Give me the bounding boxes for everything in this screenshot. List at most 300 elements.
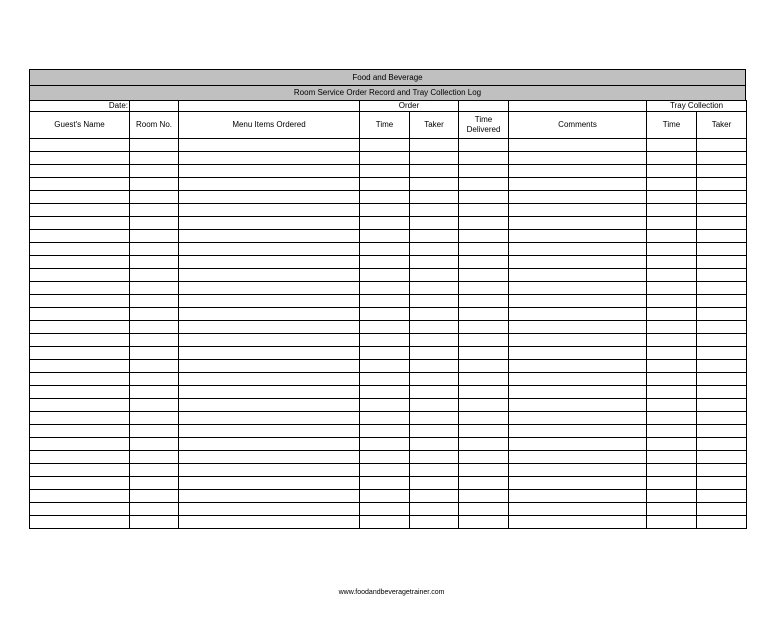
- order-taker-cell[interactable]: [410, 165, 459, 178]
- order-time-cell[interactable]: [360, 217, 410, 230]
- spacer-cell: [509, 101, 647, 112]
- order-time-cell[interactable]: [360, 178, 410, 191]
- order-time-cell[interactable]: [360, 191, 410, 204]
- time-delivered-cell[interactable]: [459, 412, 509, 425]
- tray-time-cell[interactable]: [647, 347, 697, 360]
- log-table: [29, 100, 747, 529]
- room-no-cell[interactable]: [130, 386, 179, 399]
- order-time-cell[interactable]: [360, 399, 410, 412]
- order-time-cell[interactable]: [360, 308, 410, 321]
- tray-time-cell[interactable]: [647, 282, 697, 295]
- menu-items-cell[interactable]: [179, 295, 360, 308]
- tray-taker-cell[interactable]: [697, 217, 747, 230]
- comments-cell[interactable]: [509, 386, 647, 399]
- menu-items-cell[interactable]: [179, 178, 360, 191]
- date-field[interactable]: [130, 101, 179, 112]
- tray-time-cell[interactable]: [647, 269, 697, 282]
- order-time-cell[interactable]: [360, 503, 410, 516]
- guest-name-cell[interactable]: [30, 464, 130, 477]
- room-no-cell[interactable]: [130, 282, 179, 295]
- order-taker-cell[interactable]: [410, 399, 459, 412]
- order-time-cell[interactable]: [360, 282, 410, 295]
- time-delivered-cell[interactable]: [459, 308, 509, 321]
- table-row: [30, 360, 747, 373]
- menu-items-cell[interactable]: [179, 425, 360, 438]
- tray-taker-cell[interactable]: [697, 178, 747, 191]
- time-delivered-cell[interactable]: [459, 464, 509, 477]
- order-taker-cell[interactable]: [410, 503, 459, 516]
- room-no-cell[interactable]: [130, 321, 179, 334]
- guest-name-cell[interactable]: [30, 334, 130, 347]
- order-taker-cell[interactable]: [410, 477, 459, 490]
- menu-items-cell[interactable]: [179, 139, 360, 152]
- comments-cell[interactable]: [509, 243, 647, 256]
- comments-cell[interactable]: [509, 282, 647, 295]
- guest-name-cell[interactable]: [30, 178, 130, 191]
- order-taker-cell[interactable]: [410, 334, 459, 347]
- guest-name-cell[interactable]: [30, 412, 130, 425]
- guest-name-cell[interactable]: [30, 321, 130, 334]
- comments-cell[interactable]: [509, 139, 647, 152]
- guest-name-cell[interactable]: [30, 360, 130, 373]
- room-no-cell[interactable]: [130, 451, 179, 464]
- menu-items-cell[interactable]: [179, 152, 360, 165]
- order-taker-cell[interactable]: [410, 360, 459, 373]
- menu-items-cell[interactable]: [179, 490, 360, 503]
- room-no-cell[interactable]: [130, 425, 179, 438]
- table-row: [30, 178, 747, 191]
- order-taker-cell[interactable]: [410, 438, 459, 451]
- tray-taker-cell[interactable]: [697, 373, 747, 386]
- menu-items-cell[interactable]: [179, 256, 360, 269]
- tray-time-cell[interactable]: [647, 204, 697, 217]
- comments-cell[interactable]: [509, 178, 647, 191]
- comments-cell[interactable]: [509, 516, 647, 529]
- time-delivered-cell[interactable]: [459, 503, 509, 516]
- room-no-cell[interactable]: [130, 503, 179, 516]
- tray-taker-cell[interactable]: [697, 282, 747, 295]
- guest-name-cell[interactable]: [30, 191, 130, 204]
- order-time-cell[interactable]: [360, 230, 410, 243]
- menu-items-cell[interactable]: [179, 516, 360, 529]
- room-no-cell[interactable]: [130, 256, 179, 269]
- comments-cell[interactable]: [509, 503, 647, 516]
- room-no-cell[interactable]: [130, 490, 179, 503]
- col-header-order-taker: Taker: [410, 112, 459, 139]
- tray-taker-cell[interactable]: [697, 256, 747, 269]
- tray-taker-cell[interactable]: [697, 321, 747, 334]
- menu-items-cell[interactable]: [179, 373, 360, 386]
- tray-time-cell[interactable]: [647, 334, 697, 347]
- order-time-cell[interactable]: [360, 373, 410, 386]
- order-group-label: Order: [360, 101, 459, 112]
- room-no-cell[interactable]: [130, 295, 179, 308]
- tray-taker-cell[interactable]: [697, 295, 747, 308]
- tray-time-cell[interactable]: [647, 152, 697, 165]
- spacer-cell: [459, 101, 509, 112]
- tray-taker-cell[interactable]: [697, 425, 747, 438]
- order-taker-cell[interactable]: [410, 152, 459, 165]
- order-taker-cell[interactable]: [410, 256, 459, 269]
- order-taker-cell[interactable]: [410, 230, 459, 243]
- comments-cell[interactable]: [509, 269, 647, 282]
- order-taker-cell[interactable]: [410, 243, 459, 256]
- table-row: [30, 256, 747, 269]
- order-time-cell[interactable]: [360, 139, 410, 152]
- table-row: [30, 412, 747, 425]
- guest-name-cell[interactable]: [30, 347, 130, 360]
- time-delivered-cell[interactable]: [459, 425, 509, 438]
- tray-time-cell[interactable]: [647, 490, 697, 503]
- order-time-cell[interactable]: [360, 360, 410, 373]
- tray-time-cell[interactable]: [647, 386, 697, 399]
- time-delivered-cell[interactable]: [459, 152, 509, 165]
- time-delivered-cell[interactable]: [459, 347, 509, 360]
- comments-cell[interactable]: [509, 152, 647, 165]
- menu-items-cell[interactable]: [179, 360, 360, 373]
- time-delivered-cell[interactable]: [459, 360, 509, 373]
- col-header-tray-taker: Taker: [697, 112, 747, 139]
- room-no-cell[interactable]: [130, 373, 179, 386]
- order-taker-cell[interactable]: [410, 451, 459, 464]
- tray-taker-cell[interactable]: [697, 308, 747, 321]
- room-no-cell[interactable]: [130, 139, 179, 152]
- time-delivered-cell[interactable]: [459, 269, 509, 282]
- order-taker-cell[interactable]: [410, 321, 459, 334]
- order-taker-cell[interactable]: [410, 139, 459, 152]
- room-no-cell[interactable]: [130, 204, 179, 217]
- room-no-cell[interactable]: [130, 269, 179, 282]
- guest-name-cell[interactable]: [30, 152, 130, 165]
- order-time-cell[interactable]: [360, 516, 410, 529]
- tray-taker-cell[interactable]: [697, 399, 747, 412]
- guest-name-cell[interactable]: [30, 503, 130, 516]
- comments-cell[interactable]: [509, 360, 647, 373]
- footer-url: www.foodandbeveragetrainer.com: [338, 589, 445, 596]
- order-time-cell[interactable]: [360, 464, 410, 477]
- guest-name-cell[interactable]: [30, 399, 130, 412]
- time-delivered-cell[interactable]: [459, 256, 509, 269]
- room-no-cell[interactable]: [130, 165, 179, 178]
- order-time-cell[interactable]: [360, 477, 410, 490]
- order-time-cell[interactable]: [360, 321, 410, 334]
- table-row: [30, 321, 747, 334]
- time-delivered-cell[interactable]: [459, 386, 509, 399]
- table-row: [30, 490, 747, 503]
- tray-time-cell[interactable]: [647, 360, 697, 373]
- room-no-cell[interactable]: [130, 152, 179, 165]
- guest-name-cell[interactable]: [30, 438, 130, 451]
- table-row: [30, 399, 747, 412]
- room-no-cell[interactable]: [130, 243, 179, 256]
- tray-time-cell[interactable]: [647, 464, 697, 477]
- guest-name-cell[interactable]: [30, 139, 130, 152]
- tray-time-cell[interactable]: [647, 191, 697, 204]
- room-no-cell[interactable]: [130, 399, 179, 412]
- tray-time-cell[interactable]: [647, 217, 697, 230]
- guest-name-cell[interactable]: [30, 386, 130, 399]
- time-delivered-cell[interactable]: [459, 230, 509, 243]
- room-no-cell[interactable]: [130, 516, 179, 529]
- order-time-cell[interactable]: [360, 256, 410, 269]
- comments-cell[interactable]: [509, 256, 647, 269]
- table-row: [30, 230, 747, 243]
- order-taker-cell[interactable]: [410, 347, 459, 360]
- tray-time-cell[interactable]: [647, 178, 697, 191]
- date-label: Date:: [30, 101, 130, 112]
- table-row: [30, 477, 747, 490]
- room-no-cell[interactable]: [130, 178, 179, 191]
- time-delivered-cell[interactable]: [459, 191, 509, 204]
- table-row: [30, 464, 747, 477]
- time-delivered-cell[interactable]: [459, 438, 509, 451]
- tray-time-cell[interactable]: [647, 321, 697, 334]
- comments-cell[interactable]: [509, 204, 647, 217]
- order-time-cell[interactable]: [360, 165, 410, 178]
- guest-name-cell[interactable]: [30, 373, 130, 386]
- order-taker-cell[interactable]: [410, 516, 459, 529]
- tray-time-cell[interactable]: [647, 399, 697, 412]
- guest-name-cell[interactable]: [30, 217, 130, 230]
- tray-time-cell[interactable]: [647, 165, 697, 178]
- comments-cell[interactable]: [509, 425, 647, 438]
- order-time-cell[interactable]: [360, 204, 410, 217]
- tray-time-cell[interactable]: [647, 516, 697, 529]
- menu-items-cell[interactable]: [179, 165, 360, 178]
- order-taker-cell[interactable]: [410, 269, 459, 282]
- order-taker-cell[interactable]: [410, 282, 459, 295]
- guest-name-cell[interactable]: [30, 451, 130, 464]
- order-time-cell[interactable]: [360, 438, 410, 451]
- tray-time-cell[interactable]: [647, 412, 697, 425]
- col-header-guest-name: Guest's Name: [30, 112, 130, 139]
- guest-name-cell[interactable]: [30, 269, 130, 282]
- order-taker-cell[interactable]: [410, 295, 459, 308]
- time-delivered-cell[interactable]: [459, 178, 509, 191]
- tray-time-cell[interactable]: [647, 308, 697, 321]
- tray-time-cell[interactable]: [647, 295, 697, 308]
- comments-cell[interactable]: [509, 217, 647, 230]
- table-row: [30, 451, 747, 464]
- tray-time-cell[interactable]: [647, 477, 697, 490]
- tray-time-cell[interactable]: [647, 425, 697, 438]
- room-no-cell[interactable]: [130, 334, 179, 347]
- room-no-cell[interactable]: [130, 360, 179, 373]
- room-no-cell[interactable]: [130, 347, 179, 360]
- time-delivered-cell[interactable]: [459, 139, 509, 152]
- menu-items-cell[interactable]: [179, 282, 360, 295]
- time-delivered-cell[interactable]: [459, 399, 509, 412]
- tray-taker-cell[interactable]: [697, 386, 747, 399]
- comments-cell[interactable]: [509, 191, 647, 204]
- tray-taker-cell[interactable]: [697, 243, 747, 256]
- menu-items-cell[interactable]: [179, 438, 360, 451]
- time-delivered-cell[interactable]: [459, 477, 509, 490]
- room-no-cell[interactable]: [130, 230, 179, 243]
- order-taker-cell[interactable]: [410, 412, 459, 425]
- tray-taker-cell[interactable]: [697, 347, 747, 360]
- tray-taker-cell[interactable]: [697, 412, 747, 425]
- comments-cell[interactable]: [509, 165, 647, 178]
- time-delivered-cell[interactable]: [459, 165, 509, 178]
- menu-items-cell[interactable]: [179, 399, 360, 412]
- table-row: [30, 347, 747, 360]
- tray-time-cell[interactable]: [647, 139, 697, 152]
- tray-taker-cell[interactable]: [697, 165, 747, 178]
- menu-items-cell[interactable]: [179, 321, 360, 334]
- tray-taker-cell[interactable]: [697, 360, 747, 373]
- col-header-time-delivered: Time Delivered: [459, 112, 509, 139]
- menu-items-cell[interactable]: [179, 386, 360, 399]
- tray-time-cell[interactable]: [647, 256, 697, 269]
- order-taker-cell[interactable]: [410, 425, 459, 438]
- tray-time-cell[interactable]: [647, 243, 697, 256]
- time-delivered-cell[interactable]: [459, 295, 509, 308]
- tray-time-cell[interactable]: [647, 438, 697, 451]
- comments-cell[interactable]: [509, 464, 647, 477]
- guest-name-cell[interactable]: [30, 490, 130, 503]
- room-no-cell[interactable]: [130, 477, 179, 490]
- table-row: [30, 295, 747, 308]
- order-taker-cell[interactable]: [410, 191, 459, 204]
- time-delivered-cell[interactable]: [459, 451, 509, 464]
- guest-name-cell[interactable]: [30, 477, 130, 490]
- guest-name-cell[interactable]: [30, 165, 130, 178]
- tray-taker-cell[interactable]: [697, 477, 747, 490]
- table-row: [30, 386, 747, 399]
- menu-items-cell[interactable]: [179, 347, 360, 360]
- guest-name-cell[interactable]: [30, 516, 130, 529]
- room-no-cell[interactable]: [130, 191, 179, 204]
- guest-name-cell[interactable]: [30, 295, 130, 308]
- time-delivered-cell[interactable]: [459, 490, 509, 503]
- comments-cell[interactable]: [509, 490, 647, 503]
- menu-items-cell[interactable]: [179, 204, 360, 217]
- menu-items-cell[interactable]: [179, 477, 360, 490]
- time-delivered-cell[interactable]: [459, 516, 509, 529]
- menu-items-cell[interactable]: [179, 217, 360, 230]
- tray-time-cell[interactable]: [647, 451, 697, 464]
- comments-cell[interactable]: [509, 412, 647, 425]
- menu-items-cell[interactable]: [179, 334, 360, 347]
- tray-taker-cell[interactable]: [697, 438, 747, 451]
- menu-items-cell[interactable]: [179, 308, 360, 321]
- comments-cell[interactable]: [509, 451, 647, 464]
- tray-taker-cell[interactable]: [697, 464, 747, 477]
- table-row: [30, 269, 747, 282]
- comments-cell[interactable]: [509, 230, 647, 243]
- comments-cell[interactable]: [509, 295, 647, 308]
- comments-cell[interactable]: [509, 373, 647, 386]
- tray-taker-cell[interactable]: [697, 204, 747, 217]
- order-time-cell[interactable]: [360, 412, 410, 425]
- tray-taker-cell[interactable]: [697, 139, 747, 152]
- menu-items-cell[interactable]: [179, 191, 360, 204]
- room-no-cell[interactable]: [130, 464, 179, 477]
- order-taker-cell[interactable]: [410, 178, 459, 191]
- menu-items-cell[interactable]: [179, 269, 360, 282]
- room-no-cell[interactable]: [130, 217, 179, 230]
- order-time-cell[interactable]: [360, 269, 410, 282]
- guest-name-cell[interactable]: [30, 308, 130, 321]
- menu-items-cell[interactable]: [179, 230, 360, 243]
- comments-cell[interactable]: [509, 438, 647, 451]
- tray-taker-cell[interactable]: [697, 269, 747, 282]
- menu-items-cell[interactable]: [179, 243, 360, 256]
- menu-items-cell[interactable]: [179, 451, 360, 464]
- order-time-cell[interactable]: [360, 425, 410, 438]
- time-delivered-cell[interactable]: [459, 217, 509, 230]
- room-no-cell[interactable]: [130, 412, 179, 425]
- menu-items-cell[interactable]: [179, 412, 360, 425]
- guest-name-cell[interactable]: [30, 282, 130, 295]
- col-header-order-time: Time: [360, 112, 410, 139]
- guest-name-cell[interactable]: [30, 425, 130, 438]
- tray-time-cell[interactable]: [647, 373, 697, 386]
- guest-name-cell[interactable]: [30, 230, 130, 243]
- comments-cell[interactable]: [509, 321, 647, 334]
- order-time-cell[interactable]: [360, 334, 410, 347]
- order-taker-cell[interactable]: [410, 386, 459, 399]
- order-taker-cell[interactable]: [410, 464, 459, 477]
- col-header-menu-items: Menu Items Ordered: [179, 112, 360, 139]
- comments-cell[interactable]: [509, 347, 647, 360]
- room-no-cell[interactable]: [130, 308, 179, 321]
- order-time-cell[interactable]: [360, 295, 410, 308]
- table-row: [30, 191, 747, 204]
- comments-cell[interactable]: [509, 399, 647, 412]
- menu-items-cell[interactable]: [179, 503, 360, 516]
- comments-cell[interactable]: [509, 334, 647, 347]
- tray-taker-cell[interactable]: [697, 516, 747, 529]
- order-taker-cell[interactable]: [410, 308, 459, 321]
- menu-items-cell[interactable]: [179, 464, 360, 477]
- time-delivered-cell[interactable]: [459, 373, 509, 386]
- comments-cell[interactable]: [509, 308, 647, 321]
- tray-taker-cell[interactable]: [697, 490, 747, 503]
- tray-time-cell[interactable]: [647, 503, 697, 516]
- order-taker-cell[interactable]: [410, 490, 459, 503]
- time-delivered-cell[interactable]: [459, 282, 509, 295]
- order-time-cell[interactable]: [360, 243, 410, 256]
- order-taker-cell[interactable]: [410, 204, 459, 217]
- room-no-cell[interactable]: [130, 438, 179, 451]
- order-time-cell[interactable]: [360, 152, 410, 165]
- tray-taker-cell[interactable]: [697, 503, 747, 516]
- order-taker-cell[interactable]: [410, 373, 459, 386]
- order-time-cell[interactable]: [360, 386, 410, 399]
- comments-cell[interactable]: [509, 477, 647, 490]
- tray-taker-cell[interactable]: [697, 191, 747, 204]
- tray-time-cell[interactable]: [647, 230, 697, 243]
- tray-taker-cell[interactable]: [697, 451, 747, 464]
- time-delivered-cell[interactable]: [459, 243, 509, 256]
- order-time-cell[interactable]: [360, 490, 410, 503]
- tray-taker-cell[interactable]: [697, 230, 747, 243]
- order-time-cell[interactable]: [360, 451, 410, 464]
- guest-name-cell[interactable]: [30, 243, 130, 256]
- order-taker-cell[interactable]: [410, 217, 459, 230]
- tray-taker-cell[interactable]: [697, 152, 747, 165]
- table-row: [30, 139, 747, 152]
- time-delivered-cell[interactable]: [459, 334, 509, 347]
- guest-name-cell[interactable]: [30, 256, 130, 269]
- time-delivered-cell[interactable]: [459, 204, 509, 217]
- order-time-cell[interactable]: [360, 347, 410, 360]
- tray-taker-cell[interactable]: [697, 334, 747, 347]
- guest-name-cell[interactable]: [30, 204, 130, 217]
- time-delivered-cell[interactable]: [459, 321, 509, 334]
